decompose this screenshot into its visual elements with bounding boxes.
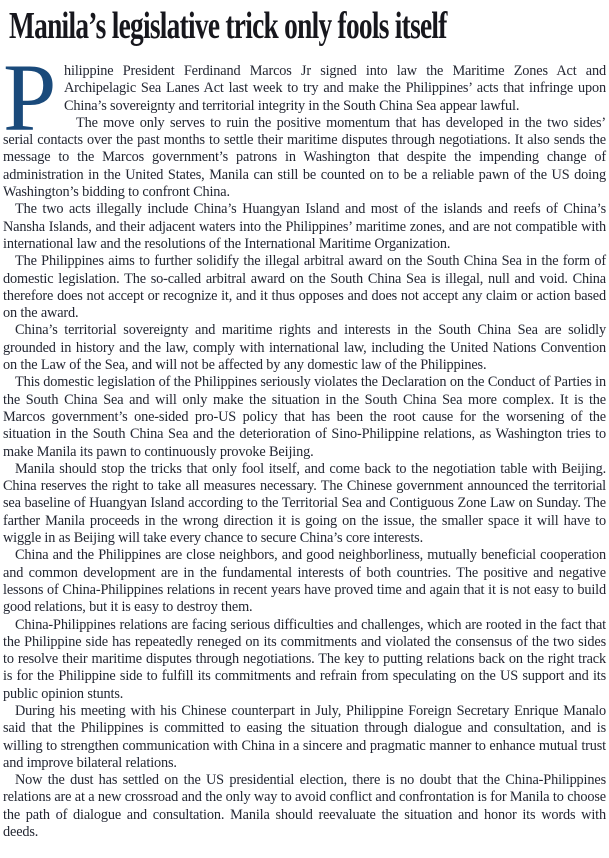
article-paragraph: The two acts illegally include China’s Huangyan Island and most of the islands and reefs of China’s Nansha Islands, and their adjacent waters into the Philippines’ maritime zones, and are not compatible with international law and the resolutions of the International Maritime Organization. [3, 201, 606, 252]
article-paragraph: Manila should stop the tricks that only fool itself, and come back to the negotiation table with Beijing. China reserves the right to take all measures necessary. The Chinese government announced the territorial sea baseline of Huangyan Island according to the Territorial Sea and Contiguous Zone Law on Sunday. The farther Manila proceeds in the wrong direction it is going on the issue, the smaller space it will have to wiggle in as Beijing will take every chance to secure China’s core interests. [3, 460, 606, 547]
article-body [3, 44, 606, 841]
article-paragraph: China’s territorial sovereignty and maritime rights and interests in the South China Sea are solidly grounded in history and the law, comply with international law, including the United Nations Convention on the Law of the Sea, and will not be affected by any domestic law of the Philippines. [3, 322, 606, 374]
page-title: Manila’s legislative trick only fools itself [9, 5, 447, 47]
article-paragraph: China-Philippines relations are facing serious difficulties and challenges, which are rooted in the fact that the Philippine side has repeatedly reneged on its commitments and violated the consensus of the two sides to resolve their maritime disputes through negotiations. The key to putting relations back on the right track is for the Philippine side to fulfill its commitments and refrain from speculating on the US support and its public opinion stunts. [3, 616, 606, 702]
article-paragraph: This domestic legislation of the Philippines seriously violates the Declaration on the Conduct of Parties in the South China Sea and will only make the situation in the South China Sea more complex. It is the Marcos government’s one-sided pro-US policy that has been the root cause for the worsening of the situation in the South China Sea and the deterioration of Sino-Philippine relations, as Washington tries to make Manila its pawn to continuously provoke Beijing. [3, 374, 606, 460]
article-paragraph: Now the dust has settled on the US presidential election, there is no doubt that the China-Philippines relations are at a new crossroad and the only way to avoid conflict and confrontation is for Manila to choose the path of dialogue and consultation. Manila should reevaluate the situation and honor its words with deeds. [3, 772, 606, 841]
article-paragraph: The move only serves to ruin the positive momentum that has developed in the two sides’ serial contacts over the past months to settle their maritime disputes through negotiations. It also sends the message to the Marcos government’s patrons in Washington that despite the impending change of administration in the United States, Manila can still be counted on to be a reliable pawn of the US doing Washington’s bidding to confront China. [3, 114, 606, 201]
article-paragraph: During his meeting with his Chinese counterpart in July, Philippine Foreign Secretary Enrique Manalo said that the Philippines is committed to easing the situation through dialogue and consultation, and is willing to strengthen communication with China in a sincere and pragmatic manner to enhance mutual trust and improve bilateral relations. [3, 702, 606, 771]
article-lead-paragraph: hilippine President Ferdinand Marcos Jr signed into law the Maritime Zones Act and Archipelagic Sea Lanes Act last week to try and make the Philippines’ acts that infringe upon China’s sovereignty and territorial integrity in the South China Sea appear lawful. [64, 63, 606, 114]
article-page [0, 4, 609, 858]
drop-cap-letter: P [3, 44, 57, 151]
article-paragraph: China and the Philippines are close neighbors, and good neighborliness, mutually beneficial cooperation and common development are in the fundamental interests of both countries. The positive and negative lessons of China-Philippines relations in recent years have proved time and again that it is not easy to build good relations, but it is easy to destroy them. [3, 547, 606, 616]
article-paragraph: The Philippines aims to further solidify the illegal arbitral award on the South China Sea in the form of domestic legislation. The so-called arbitral award on the South China Sea is illegal, null and void. China therefore does not accept or recognize it, and it thus opposes and does not accept any claim or action based on the award. [3, 253, 606, 322]
